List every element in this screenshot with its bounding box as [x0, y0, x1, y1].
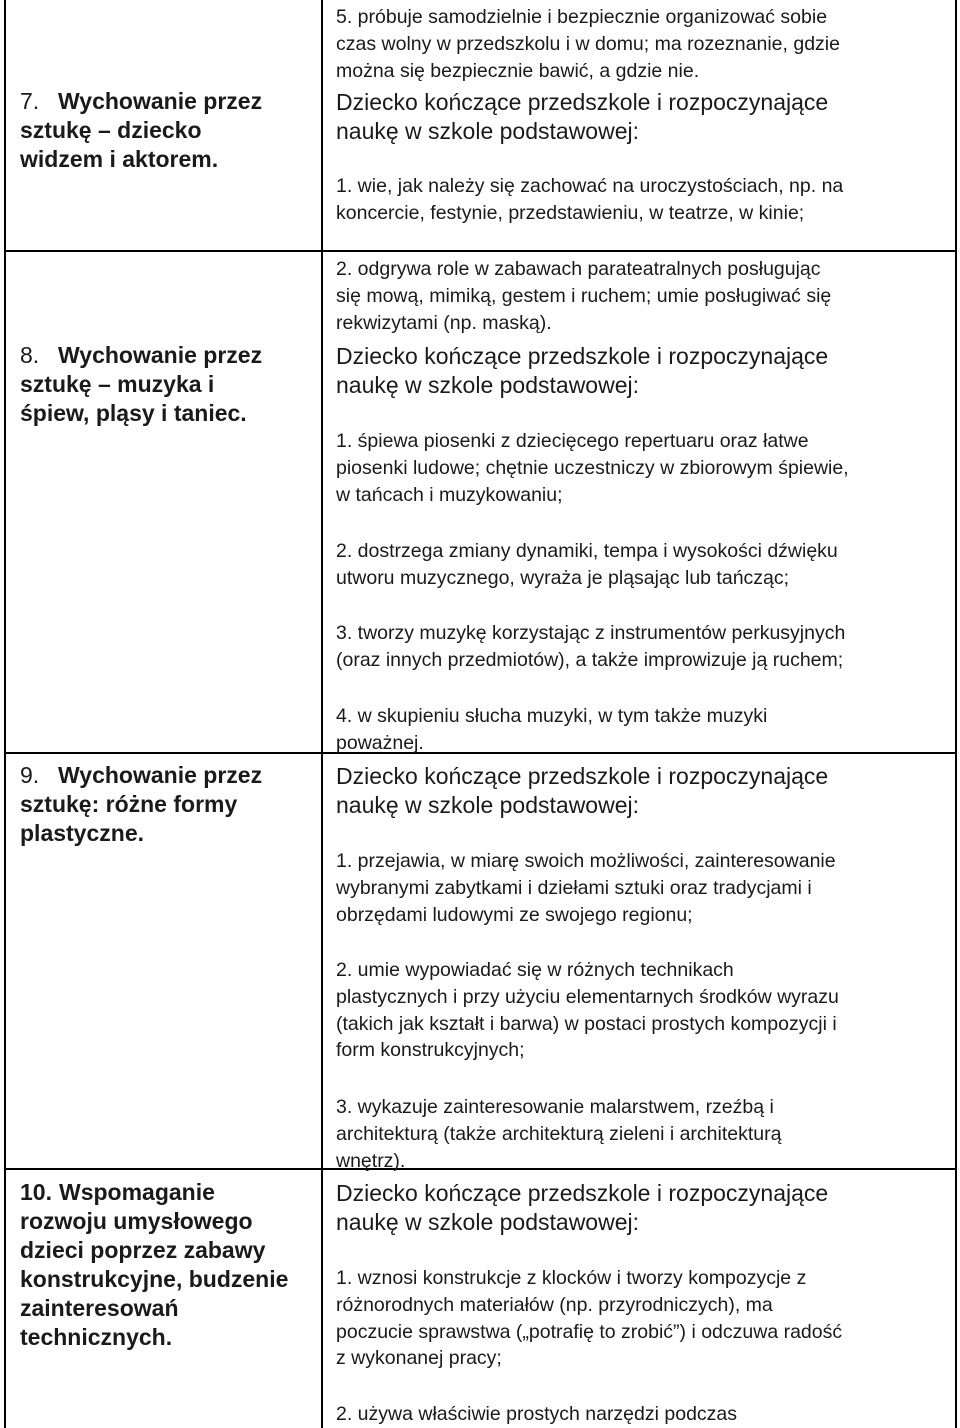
- table-border-left: [4, 0, 6, 1428]
- section-10-heading: Dziecko kończące przedszkole i rozpoczynające naukę w szkole podstawowej:: [336, 1180, 829, 1235]
- table-border-right: [955, 0, 957, 1428]
- section-10-line-5: zainteresowań: [20, 1295, 179, 1321]
- section-8-heading: Dziecko kończące przedszkole i rozpoczynające naukę w szkole podstawowej:: [336, 343, 829, 398]
- section-8-number: 8.: [20, 342, 40, 368]
- section-10-line-3: dzieci poprzez zabawy: [20, 1237, 266, 1263]
- section-8-item-3: 3. tworzy muzykę korzystając z instrumentów perkusyjnych (oraz innych przedmiotów), a także improwizuje ją ruchem;: [336, 622, 846, 671]
- section-8-line-3: śpiew, pląsy i taniec.: [20, 400, 247, 426]
- section-9-item-2: 2. umie wypowiadać się w różnych technikach plastycznych i przy użyciu elementarnych środków wyrazu (takich jak kształt i barwa) w postaci prostych kompozycji i form konstrukcyjnych;: [336, 959, 839, 1062]
- section-7-number: 7.: [20, 88, 40, 114]
- section-9-number: 9.: [20, 762, 40, 788]
- section-8-item-2: 2. dostrzega zmiany dynamiki, tempa i wysokości dźwięku utworu muzycznego, wyraża je pląsając lub tańcząc;: [336, 540, 838, 589]
- section-9-line-3: plastyczne.: [20, 820, 144, 846]
- section-9-item-1: 1. przejawia, w miarę swoich możliwości, zainteresowanie wybranymi zabytkami i dziełami sztuki oraz tradycjami i obrzędami ludowymi ze swojego regionu;: [336, 850, 836, 926]
- section-10-item-1: 1. wznosi konstrukcje z klocków i tworzy kompozycje z różnorodnych materiałów (np. przyrodniczych), ma poczucie sprawstwa („potrafię to zrobić”) i odczuwa radość z wykonanej pracy;: [336, 1267, 843, 1370]
- row-divider-7-8: [4, 250, 957, 252]
- section-9-line-1: 9. Wychowanie przez: [20, 762, 263, 788]
- section-9-title: [20, 761, 262, 848]
- section-8-item-4: 4. w skupieniu słucha muzyki, w tym także muzyki poważnej.: [336, 705, 768, 754]
- section-10-line-2: rozwoju umysłowego: [20, 1208, 253, 1234]
- section-7-item-2: 2. odgrywa role w zabawach parateatralnych posługując się mową, mimiką, gestem i ruchem; umie posługiwać się rekwizytami (np. maską).: [336, 258, 832, 334]
- section-7-line-3: widzem i aktorem.: [20, 146, 219, 172]
- section-10-line-1: 10. Wspomaganie: [20, 1179, 215, 1205]
- section-7-item-1: 1. wie, jak należy się zachować na uroczystościach, np. na koncercie, festynie, przedstawieniu, w teatrze, w kinie;: [336, 175, 844, 224]
- section-9-item-3: 3. wykazuje zainteresowanie malarstwem, rzeźbą i architekturą (także architekturą zieleni i architekturą wnętrz).: [336, 1096, 782, 1172]
- section-10-item-2: 2. używa właściwie prostych narzędzi podczas: [336, 1403, 738, 1425]
- section-7-heading: Dziecko kończące przedszkole i rozpoczynające naukę w szkole podstawowej:: [336, 89, 829, 144]
- section-10-line-6: technicznych.: [20, 1324, 173, 1350]
- section-9-heading: Dziecko kończące przedszkole i rozpoczynające naukę w szkole podstawowej:: [336, 763, 829, 818]
- section-8-item-1: 1. śpiewa piosenki z dziecięcego repertuaru oraz łatwe piosenki ludowe; chętnie uczestniczy w zbiorowym śpiewie, w tańcach i muzykowaniu;: [336, 430, 849, 506]
- section-8-line-2: sztukę – muzyka i: [20, 371, 215, 397]
- top-item: 5. próbuje samodzielnie i bezpiecznie organizować sobie czas wolny w przedszkolu i w domu; ma rozeznanie, gdzie można się bezpiecznie bawić, a gdzie nie.: [336, 6, 840, 82]
- section-7-title: [20, 87, 262, 174]
- section-10-number: 10.: [20, 1179, 52, 1205]
- table-column-divider: [321, 0, 323, 1428]
- section-7-line-2: sztukę – dziecko: [20, 117, 202, 143]
- section-8-title: [20, 341, 262, 428]
- section-9-line-2: sztukę: różne formy: [20, 791, 238, 817]
- section-10-title: [20, 1178, 288, 1352]
- section-10-line-4: konstrukcyjne, budzenie: [20, 1266, 289, 1292]
- section-8-line-1: 8. Wychowanie przez: [20, 342, 263, 368]
- section-7-line-1: 7. Wychowanie przez: [20, 88, 263, 114]
